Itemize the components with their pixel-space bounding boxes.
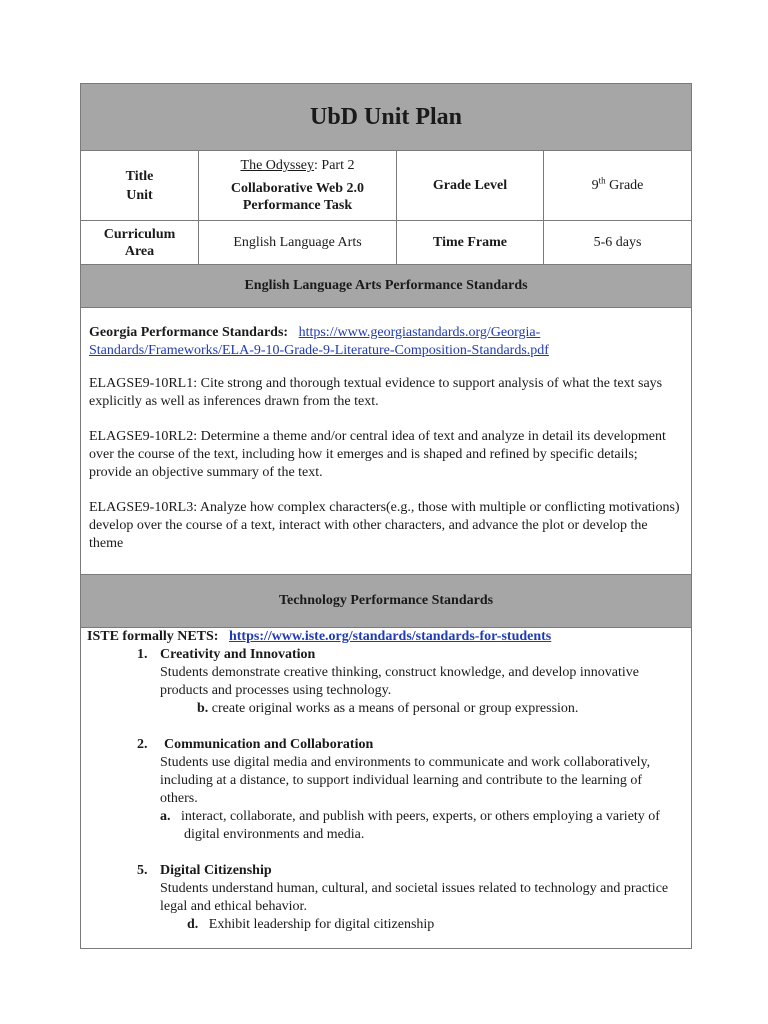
tech-standards-section (81, 628, 692, 949)
gps-standards-link[interactable]: https://www.georgiastandards.org/Georgia- Standards/Frameworks/ELA-9-10-Grade-9-Literature-Composition-Standards.pdf (89, 325, 549, 358)
tech-standard-sub: d. Exhibit leadership for digital citizenship (187, 917, 435, 932)
ela-standard-rl3: ELAGSE9-10RL3: Analyze how complex characters(e.g., those with multiple or conflicting motivations) develop over the course of a text, interact with other characters, and advance the plot or develop the theme (89, 500, 680, 551)
tech-standard-desc: Students understand human, cultural, and societal issues related to technology and practice legal and ethical behavior. (160, 881, 669, 914)
curriculum-area-value: English Language Arts (199, 221, 397, 265)
ela-standard-rl2: ELAGSE9-10RL2: Determine a theme and/or central idea of text and analyze in detail its development over the course of the text, including how it emerges and is shaped and refined by specific details; provide an objective summary of the text. (89, 429, 666, 480)
time-frame-label: Time Frame (397, 221, 544, 265)
ela-standards-heading: English Language Arts Performance Standards (81, 265, 692, 308)
tech-standard-item: 1. Creativity and Innovation Students demonstrate creative thinking, construct knowledge, and develop innovative products and processes using technology. b. create original works as a means of personal or group expression. (87, 646, 683, 718)
gps-label: Georgia Performance Standards: (89, 325, 289, 340)
unit-plan-table (80, 83, 692, 949)
tech-standard-title: Digital Citizenship (160, 863, 272, 878)
title-value-suffix: : Part 2 (314, 158, 355, 173)
title-unit-label-cell (81, 151, 199, 221)
tech-standards-heading: Technology Performance Standards (81, 575, 692, 628)
tech-standard-desc: Students demonstrate creative thinking, construct knowledge, and develop innovative products and processes using technology. (160, 665, 639, 698)
unit-value: Collaborative Web 2.0 Performance Task (230, 181, 365, 213)
ela-standards-section (81, 308, 692, 575)
tech-standard-item: 2. Communication and Collaboration Students use digital media and environments to communicate and work collaboratively, including at a distance, to support individual learning and contribute to the learning of others. a. interact, collaborate, and publish with peers, experts, or others employing a variety of digital environments and media. (87, 736, 683, 844)
unit-plan-document (80, 83, 691, 949)
title-unit-value-cell (199, 151, 397, 221)
grade-level-label: Grade Level (397, 151, 544, 221)
grade-level-value: 9th Grade (544, 151, 692, 221)
iste-standards-link[interactable]: https://www.iste.org/standards/standards-for-students (228, 629, 552, 644)
tech-standard-sub: a. interact, collaborate, and publish with peers, experts, or others employing a variety of digital environments and media. (160, 809, 660, 842)
tech-standards-list (87, 646, 683, 934)
tech-standard-item: 5. Digital Citizenship Students understand human, cultural, and societal issues related to technology and practice legal and ethical behavior. d. Exhibit leadership for digital citizenship (87, 862, 683, 934)
title-value: The Odyssey (240, 158, 315, 173)
tech-standard-sub: b. create original works as a means of personal or group expression. (197, 701, 579, 716)
tech-standard-title: Creativity and Innovation (160, 647, 316, 662)
page-title: UbD Unit Plan (81, 84, 692, 151)
time-frame-value: 5-6 days (544, 221, 692, 265)
ela-standard-rl1: ELAGSE9-10RL1: Cite strong and thorough textual evidence to support analysis of what the text says explicitly as well as inferences drawn from the text. (89, 376, 663, 409)
tech-standard-title: Communication and Collaboration (164, 737, 374, 752)
unit-label: Unit (126, 187, 153, 203)
tech-standard-desc: Students use digital media and environments to communicate and work collaboratively, including at a distance, to support individual learning and contribute to the learning of others. (160, 755, 651, 806)
title-label: Title (125, 168, 154, 184)
curriculum-area-label: Curriculum Area (81, 221, 199, 265)
iste-label: ISTE formally NETS: (87, 629, 219, 644)
